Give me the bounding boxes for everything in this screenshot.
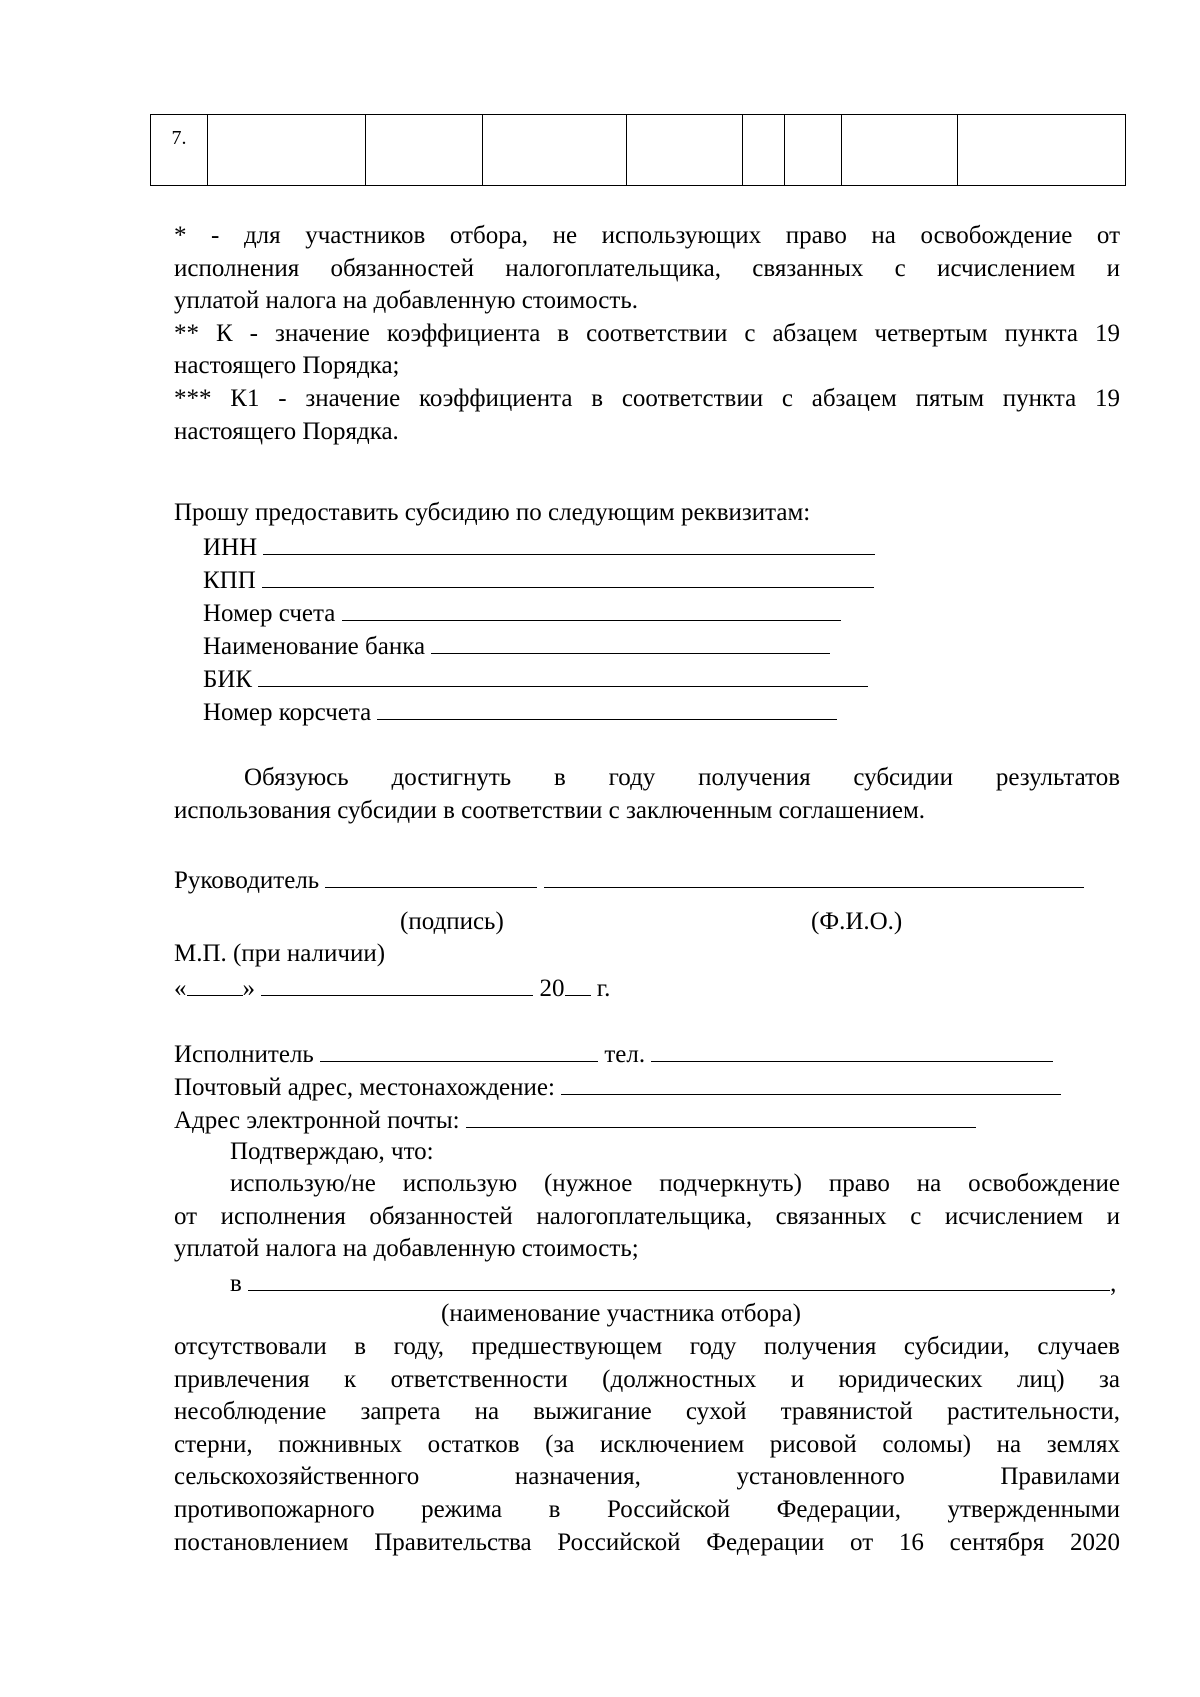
table-cell: [743, 115, 785, 186]
violations-line-7: постановлением Правительства Российской Федерации от 16 сентября 2020: [174, 1528, 1120, 1556]
table-cell: [627, 115, 743, 186]
confirm-line-3: уплатой налога на добавленную стоимость;: [174, 1235, 639, 1263]
row-number-cell: 7.: [151, 115, 208, 186]
footnote-2-line-2: настоящего Порядка;: [174, 352, 400, 380]
confirm-line-1: использую/не использую (нужное подчеркнуть) право на освобождение: [230, 1170, 1120, 1197]
bank-field[interactable]: [431, 629, 830, 654]
violations-line-1: отсутствовали в году, предшествующем году получения субсидии, случаев: [174, 1333, 1120, 1360]
table-cell: [483, 115, 627, 186]
participant-comma: ,: [1110, 1270, 1117, 1297]
executor-row: [174, 1037, 1053, 1071]
email-row: [174, 1103, 976, 1137]
postal-field[interactable]: [561, 1070, 1061, 1095]
confirm-paragraph: [174, 1168, 1120, 1266]
head-label: Руководитель: [174, 867, 320, 894]
head-fio-field[interactable]: [544, 863, 1084, 888]
inn-field[interactable]: [263, 530, 875, 555]
kpp-field[interactable]: [262, 563, 874, 588]
account-row: [203, 596, 841, 630]
violations-line-2: привлечения к ответственности (должностных и юридических лиц) за: [174, 1365, 1120, 1393]
corr-account-field[interactable]: [377, 695, 837, 720]
footnotes: [174, 220, 1120, 448]
footnote-3-line-2: настоящего Порядка.: [174, 417, 399, 445]
table-row: [151, 115, 1126, 186]
fio-caption: (Ф.И.О.): [811, 908, 903, 935]
year-prefix: 20: [539, 975, 565, 1002]
commitment-paragraph: [174, 762, 1120, 827]
table-cell: [785, 115, 842, 186]
inn-label: ИНН: [203, 534, 258, 561]
violations-line-3: несоблюдение запрета на выжигание сухой травянистой растительности,: [174, 1398, 1120, 1426]
footnote-1-line-1: * - для участников отбора, не использующих право на освобождение от: [174, 222, 1120, 249]
participant-caption: (наименование участника отбора): [441, 1300, 801, 1327]
inn-row: [203, 530, 875, 564]
date-row: [174, 971, 610, 1005]
in-label: в: [230, 1270, 242, 1297]
table-cell: [958, 115, 1126, 186]
confirm-line-2: от исполнения обязанностей налогоплательщика, связанных с исчислением и: [174, 1202, 1120, 1230]
footnote-3-line-1: *** К1 - значение коэффициента в соответствии с абзацем пятым пункта 19: [174, 384, 1120, 412]
bik-label: БИК: [203, 666, 253, 693]
participant-row: [230, 1266, 1116, 1300]
year-suffix: г.: [596, 975, 611, 1002]
phone-field[interactable]: [651, 1037, 1053, 1062]
head-signature-field[interactable]: [325, 863, 537, 888]
corr-account-row: [203, 695, 837, 729]
table-cell: [366, 115, 483, 186]
data-table: [150, 114, 1126, 186]
postal-label: Почтовый адрес, местонахождение:: [174, 1074, 555, 1101]
account-label: Номер счета: [203, 600, 336, 627]
commitment-line-2: использования субсидии в соответствии с заключенным соглашением.: [174, 796, 926, 824]
corr-account-label: Номер корсчета: [203, 699, 372, 726]
postal-row: [174, 1070, 1061, 1104]
requisites-intro: Прошу предоставить субсидию по следующим реквизитам:: [174, 499, 811, 526]
kpp-label: КПП: [203, 567, 256, 594]
bank-row: [203, 629, 830, 663]
executor-field[interactable]: [320, 1037, 598, 1062]
phone-label: тел.: [604, 1041, 646, 1068]
bik-row: [203, 662, 868, 696]
day-field[interactable]: [187, 971, 243, 996]
year-field[interactable]: [565, 971, 591, 996]
violations-line-5: сельскохозяйственного назначения, установленного Правилами: [174, 1463, 1120, 1491]
commitment-line-1: Обязуюсь достигнуть в году получения субсидии результатов: [244, 764, 1120, 791]
head-row: [174, 863, 1084, 897]
seal-label: М.П. (при наличии): [174, 940, 386, 967]
footnote-1-line-3: уплатой налога на добавленную стоимость.: [174, 287, 638, 315]
account-field[interactable]: [342, 596, 841, 621]
table-cell: [842, 115, 958, 186]
violations-line-6: противопожарного режима в Российской Федерации, утвержденными: [174, 1495, 1120, 1523]
violations-line-4: стерни, пожнивных остатков (за исключением рисовой соломы) на землях: [174, 1430, 1120, 1458]
date-open-quote: «: [174, 975, 187, 1002]
bank-label: Наименование банка: [203, 633, 426, 660]
signature-caption: (подпись): [400, 908, 504, 935]
violations-paragraph: [174, 1331, 1120, 1559]
table-cell: [208, 115, 366, 186]
month-field[interactable]: [261, 971, 533, 996]
email-field[interactable]: [466, 1103, 976, 1128]
footnote-2-line-1: ** К - значение коэффициента в соответствии с абзацем четвертым пункта 19: [174, 319, 1120, 347]
date-close-quote: »: [242, 975, 255, 1002]
footnote-1-line-2: исполнения обязанностей налогоплательщика, связанных с исчислением и: [174, 254, 1120, 282]
email-label: Адрес электронной почты:: [174, 1107, 460, 1134]
bik-field[interactable]: [258, 662, 868, 687]
participant-field[interactable]: [248, 1266, 1110, 1291]
kpp-row: [203, 563, 874, 597]
confirm-title: Подтверждаю, что:: [230, 1138, 434, 1165]
executor-label: Исполнитель: [174, 1041, 314, 1068]
